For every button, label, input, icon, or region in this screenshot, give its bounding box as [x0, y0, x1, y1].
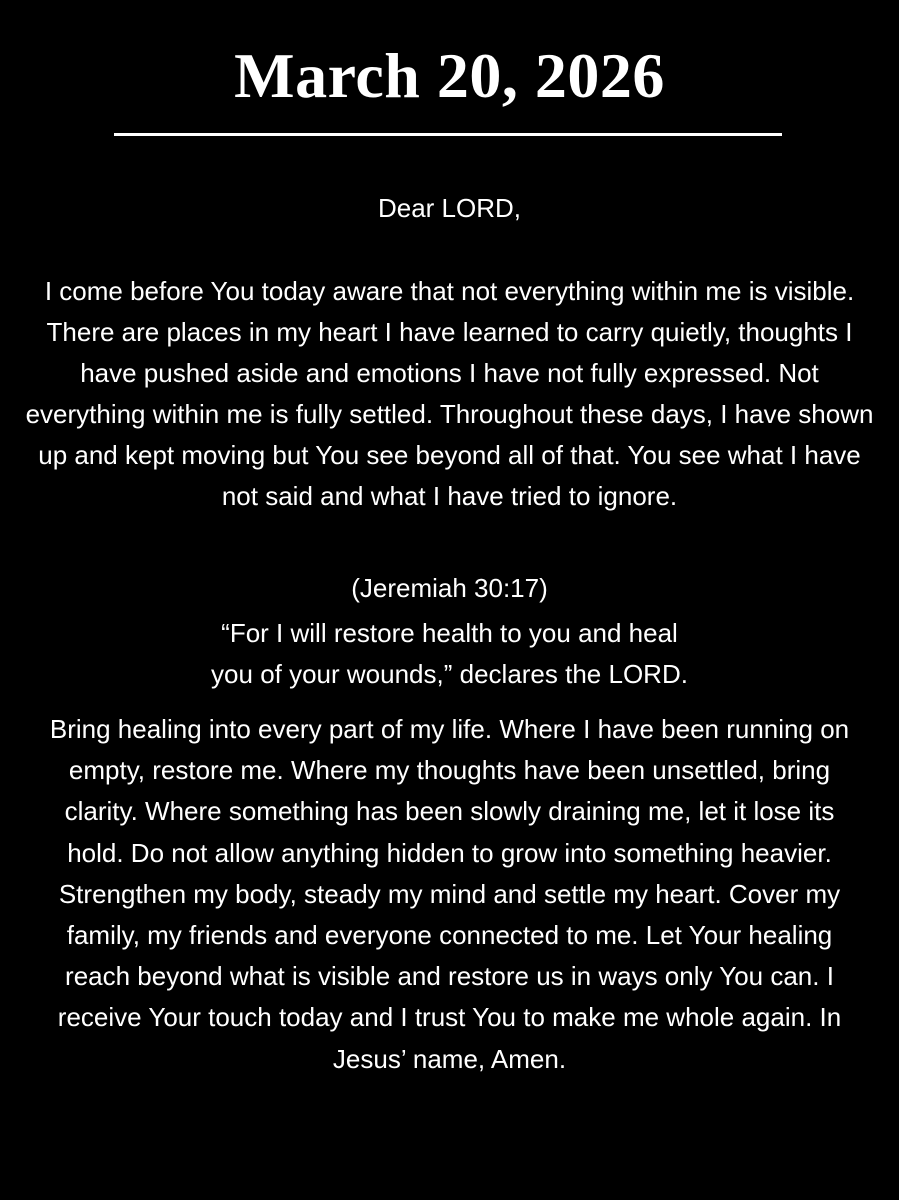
date-title: March 20, 2026	[234, 40, 665, 111]
title-divider	[114, 133, 782, 136]
prayer-paragraph-1: I come before You today aware that not everything within me is visible. There are places in my heart I have learned to carry quietly, thoughts I have pushed aside and emotions I have not fully expressed. Not everything within me is fully settled. Throughout these days, I have shown up and kept moving but You see beyond all of that. You see what I have not said and what I have tried to ignore.	[25, 276, 874, 511]
greeting: Dear LORD,	[377, 193, 522, 223]
verse-reference: (Jeremiah 30:17)	[351, 573, 548, 603]
verse-quote: “For I will restore health to you and heal you of your wounds,” declares the LORD.	[211, 618, 688, 689]
prayer-paragraph-2: Bring healing into every part of my life. Where I have been running on empty, restore me. Where my thoughts have been unsettled, bring clarity. Where something has been slowly draining me, let it lose its hold. Do not allow anything hidden to grow into something heavier. Strengthen my body, steady my mind and settle my heart. Cover my family, my friends and everyone connected to me. Let Your healing reach beyond what is visible and restore us in ways only You can. I receive Your touch today and I trust You to make me whole again. In Jesus’ name, Amen.	[49, 714, 850, 1074]
